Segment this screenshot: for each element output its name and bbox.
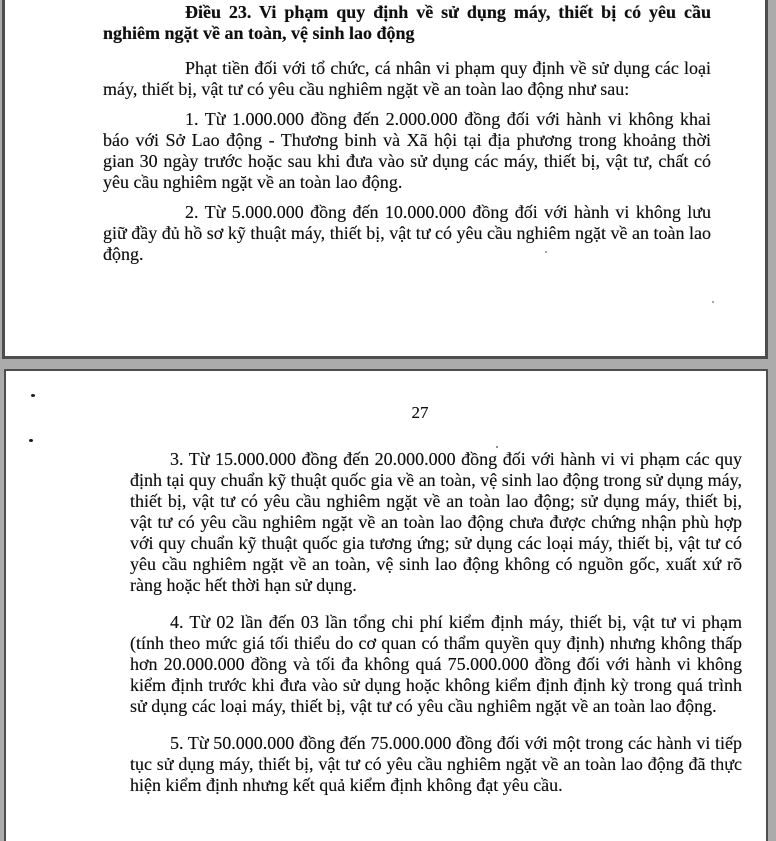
page-previous: [2, 0, 768, 359]
ink-speck: [496, 446, 498, 448]
page-current-content: [6, 402, 766, 796]
paragraph-clause-3: 3. Từ 15.000.000 đồng đến 20.000.000 đồng đối với hành vi vi phạm các quy định tại quy chuẩn kỹ thuật quốc gia về an toàn, vệ sinh lao động trong sử dụng máy, thiết bị, vật tư có yêu cầu nghiêm ngặt về an toàn lao động; sử dụng máy, thiết bị, vật tư có yêu cầu nghiêm ngặt về an toàn lao động chưa được chứng nhận phù hợp với quy chuẩn kỹ thuật quốc gia tương ứng; sử dụng các loại máy, thiết bị, vật tư có yêu cầu nghiêm ngặt về an toàn, vệ sinh lao động không có nguồn gốc, xuất xứ rõ ràng hoặc hết thời hạn sử dụng.: [130, 449, 742, 595]
ink-speck: [712, 301, 714, 303]
ink-speck: [545, 251, 547, 253]
paragraph-intro: Phạt tiền đối với tổ chức, cá nhân vi phạm quy định về sử dụng các loại máy, thiết bị, vật tư có yêu cầu nghiêm ngặt về an toàn lao động như sau:: [103, 58, 711, 99]
ink-speck: [29, 439, 33, 442]
paragraph-clause-5: 5. Từ 50.000.000 đồng đến 75.000.000 đồng đối với một trong các hành vi tiếp tục sử dụng máy, thiết bị, vật tư có yêu cầu nghiêm ngặt về an toàn lao động đã thực hiện kiểm định nhưng kết quả kiểm định không đạt yêu cầu.: [130, 733, 742, 795]
page-previous-content: [5, 0, 765, 265]
page-number: 27: [411, 403, 429, 422]
ink-speck: [31, 394, 35, 397]
article-heading: Điều 23. Vi phạm quy định về sử dụng máy, thiết bị có yêu cầu nghiêm ngặt về an toàn, vệ sinh lao động: [103, 2, 711, 43]
page-current: [4, 369, 768, 841]
paragraph-clause-1: 1. Từ 1.000.000 đồng đến 2.000.000 đồng đối với hành vi không khai báo với Sở Lao động - Thương binh và Xã hội tại địa phương trong khoảng thời gian 30 ngày trước hoặc sau khi đưa vào sử dụng các máy, thiết bị, vật tư, chất có yêu cầu nghiêm ngặt về an toàn lao động.: [103, 109, 711, 192]
paragraph-clause-2: 2. Từ 5.000.000 đồng đến 10.000.000 đồng đối với hành vi không lưu giữ đầy đủ hồ sơ kỹ thuật máy, thiết bị, vật tư có yêu cầu nghiêm ngặt về an toàn lao động.: [103, 202, 711, 264]
paragraph-clause-4: 4. Từ 02 lần đến 03 lần tổng chi phí kiểm định máy, thiết bị, vật tư vi phạm (tính theo mức giá tối thiểu do cơ quan có thẩm quyền quy định) nhưng không thấp hơn 20.000.000 đồng và tối đa không quá 75.000.000 đồng đối với hành vi không kiểm định trước khi đưa vào sử dụng hoặc không kiểm định định kỳ trong quá trình sử dụng các loại máy, thiết bị, vật tư có yêu cầu nghiêm ngặt về an toàn lao động.: [130, 612, 742, 716]
